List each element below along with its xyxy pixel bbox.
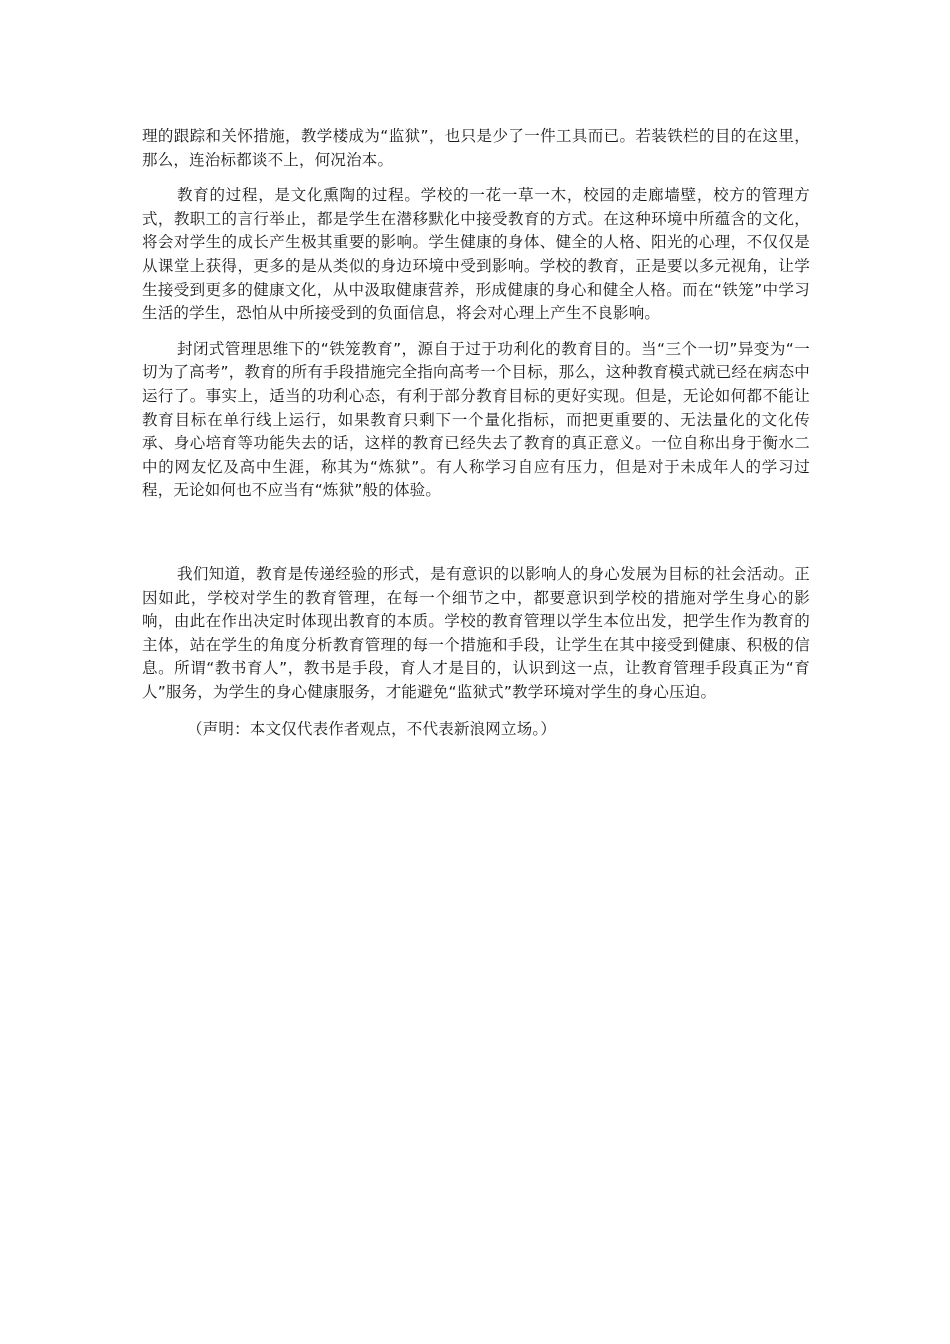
paragraph-education-essence: 我们知道，教育是传递经验的形式，是有意识的以影响人的身心发展为目标的社会活动。正因如此，学校对学生的教育管理，在每一个细节之中，都要意识到学校的措施对学生身心的影响，由此在作出决定时体现出教育的本质。学校的教育管理以学生本位出发，把学生作为教育的主体，站在学生的角度分析教育管理的每一个措施和手段，让学生在其中接受到健康、积极的信息。所谓“教书育人”，教书是手段，育人才是目的，认识到这一点，让教育管理手段真正为“育人”服务，为学生的身心健康服务，才能避免“监狱式”教学环境对学生的身心压迫。 [142, 564, 810, 701]
article-body [142, 125, 810, 742]
paragraph-cultural-influence: 教育的过程，是文化熏陶的过程。学校的一花一草一木，校园的走廊墙壁，校方的管理方式，教职工的言行举止，都是学生在潜移默化中接受教育的方式。在这种环境中所蕴含的文化，将会对学生的成长产生极其重要的影响。学生健康的身体、健全的人格、阳光的心理，不仅仅是从课堂上获得，更多的是从类似的身边环境中受到影响。学校的教育，正是要以多元视角，让学生接受到更多的健康文化，从中汲取健康营养，形成健康的身心和健全人格。而在“铁笼”中学习生活的学生，恐怕从中所接受到的负面信息，将会对心理上产生不良影响。 [142, 186, 810, 323]
disclaimer-note: （声明：本文仅代表作者观点，不代表新浪网立场。） [187, 720, 557, 739]
paragraph-cage-education: 封闭式管理思维下的“铁笼教育”，源自于过于功利化的教育目的。当“三个一切”异变为“一切为了高考”，教育的所有手段措施完全指向高考一个目标，那么，这种教育模式就已经在病态中运行了。事实上，适当的功利心态，有利于部分教育目标的更好实现。但是，无论如何都不能让教育目标在单行线上运行，如果教育只剩下一个量化指标，而把更重要的、无法量化的文化传承、身心培育等功能失去的话，这样的教育已经失去了教育的真正意义。一位自称出身于衡水二中的网友忆及高中生涯，称其为“炼狱”。有人称学习自应有压力，但是对于未成年人的学习过程，无论如何也不应当有“炼狱”般的体验。 [142, 339, 810, 500]
paragraph-continued: 理的跟踪和关怀措施，教学楼成为“监狱”，也只是少了一件工具而已。若装铁栏的目的在这里，那么，连治标都谈不上，何况治本。 [142, 127, 810, 169]
